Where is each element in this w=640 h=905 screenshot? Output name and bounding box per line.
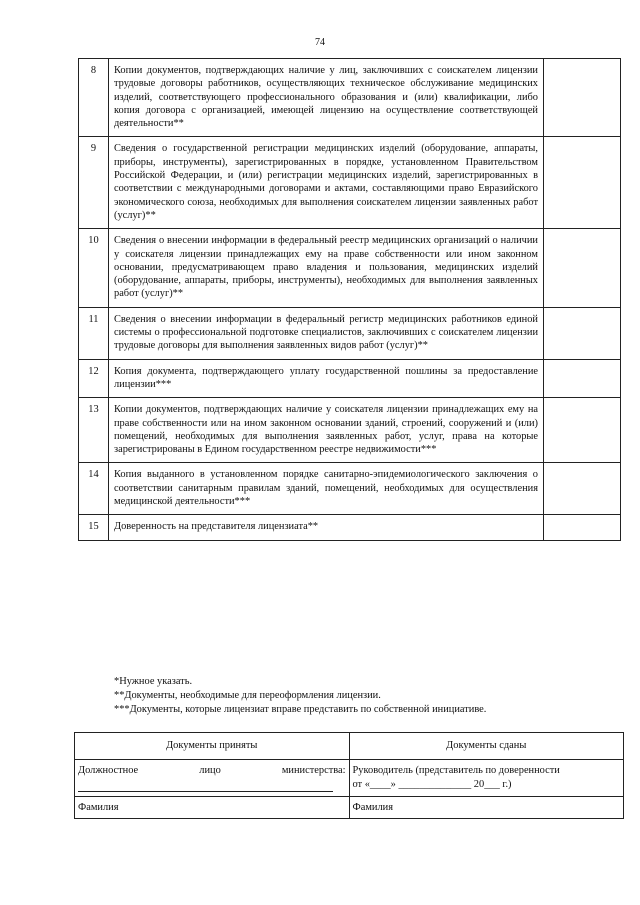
surname-left[interactable]: Фамилия	[75, 796, 350, 819]
row-number: 15	[79, 515, 109, 540]
official-word-2: лицо	[199, 764, 221, 776]
accepted-header: Документы приняты	[75, 733, 350, 760]
row-number: 8	[79, 59, 109, 137]
head-cell[interactable]	[349, 759, 624, 796]
documents-table	[78, 58, 621, 541]
row-description: Сведения о внесении информации в федеральный регистр медицинских работников единой системы о профессиональной подготовке специалистов, заключивших с соискателем лицензии трудовые договоры для выполнения заявленных видов работ (услуг)**	[109, 307, 544, 359]
row-mark-cell[interactable]	[544, 229, 621, 307]
row-mark-cell[interactable]	[544, 463, 621, 515]
row-number: 13	[79, 398, 109, 463]
row-description: Сведения о внесении информации в федеральный реестр медицинских организаций о наличии у соискателя лицензии принадлежащих ему на праве собственности или ином законном основании, предусматривающем право владения и пользования, медицинских изделий (оборудование, аппараты, приборы, инструменты), необходимых для выполнения заявленных работ (услуг)**	[109, 229, 544, 307]
row-mark-cell[interactable]	[544, 398, 621, 463]
signature-table	[74, 732, 624, 819]
official-cell[interactable]	[75, 759, 350, 796]
table-row	[79, 398, 621, 463]
head-text: Руководитель (представитель по доверенности	[352, 764, 560, 776]
table-row	[79, 359, 621, 398]
table-row	[79, 463, 621, 515]
row-number: 12	[79, 359, 109, 398]
row-number: 14	[79, 463, 109, 515]
submitted-header: Документы сданы	[349, 733, 624, 760]
date-line: от «____» ______________ 20___ г.)	[352, 778, 512, 790]
row-description: Копия выданного в установленном порядке санитарно-эпидемиологического заключения о соответствии санитарным правилам зданий, помещений, необходимых для осуществления медицинской деятельности***	[109, 463, 544, 515]
table-row	[79, 229, 621, 307]
row-number: 9	[79, 137, 109, 229]
row-description: Копия документа, подтверждающего уплату государственной пошлины за предоставление лицензии***	[109, 359, 544, 398]
table-row	[79, 59, 621, 137]
row-description: Копии документов, подтверждающих наличие у соискателя лицензии принадлежащих ему на праве собственности или на ином законном основании зданий, строений, сооружений и (или) помещений, необходимых для выполнения заявленных работ, услуг, права на которые зарегистрированы в Едином государственном реестре недвижимости***	[109, 398, 544, 463]
footnote-reissue: **Документы, необходимые для переоформления лицензии.	[114, 689, 381, 701]
row-number: 11	[79, 307, 109, 359]
table-row	[79, 137, 621, 229]
table-row	[79, 515, 621, 540]
row-mark-cell[interactable]	[544, 137, 621, 229]
row-mark-cell[interactable]	[544, 515, 621, 540]
page-number: 74	[315, 37, 325, 48]
footnote-optional: ***Документы, которые лицензиат вправе представить по собственной инициативе.	[114, 703, 487, 715]
footnote-required: *Нужное указать.	[114, 676, 193, 687]
row-mark-cell[interactable]	[544, 307, 621, 359]
surname-right[interactable]: Фамилия	[349, 796, 624, 819]
row-mark-cell[interactable]	[544, 59, 621, 137]
row-description: Копии документов, подтверждающих наличие у лиц, заключивших с соискателем лицензии трудовые договоры работников, осуществляющих техническое обслуживание медицинских изделий, соответствующего профессионального образования и (или) квалификации, либо копия договора с организацией, имеющей лицензию на осуществление соответствующей деятельности**	[109, 59, 544, 137]
official-word-3: министерства:	[281, 764, 346, 776]
row-description: Доверенность на представителя лицензиата**	[109, 515, 544, 540]
footnotes	[114, 675, 614, 716]
row-description: Сведения о государственной регистрации медицинских изделий (оборудование, аппараты, приборы, инструменты), зарегистрированных в порядке, установленном Правительством Российской Федерации, и (или) регистрации медицинских изделий, зарегистрированных в соответствии с международными договорами и актами, составляющими право Евразийского экономического союза, необходимых для выполнения соискателем лицензии заявленных работ (услуг)**	[109, 137, 544, 229]
official-signature-line[interactable]	[78, 779, 333, 792]
row-number: 10	[79, 229, 109, 307]
row-mark-cell[interactable]	[544, 359, 621, 398]
table-row	[79, 307, 621, 359]
official-word-1: Должностное	[78, 764, 139, 776]
